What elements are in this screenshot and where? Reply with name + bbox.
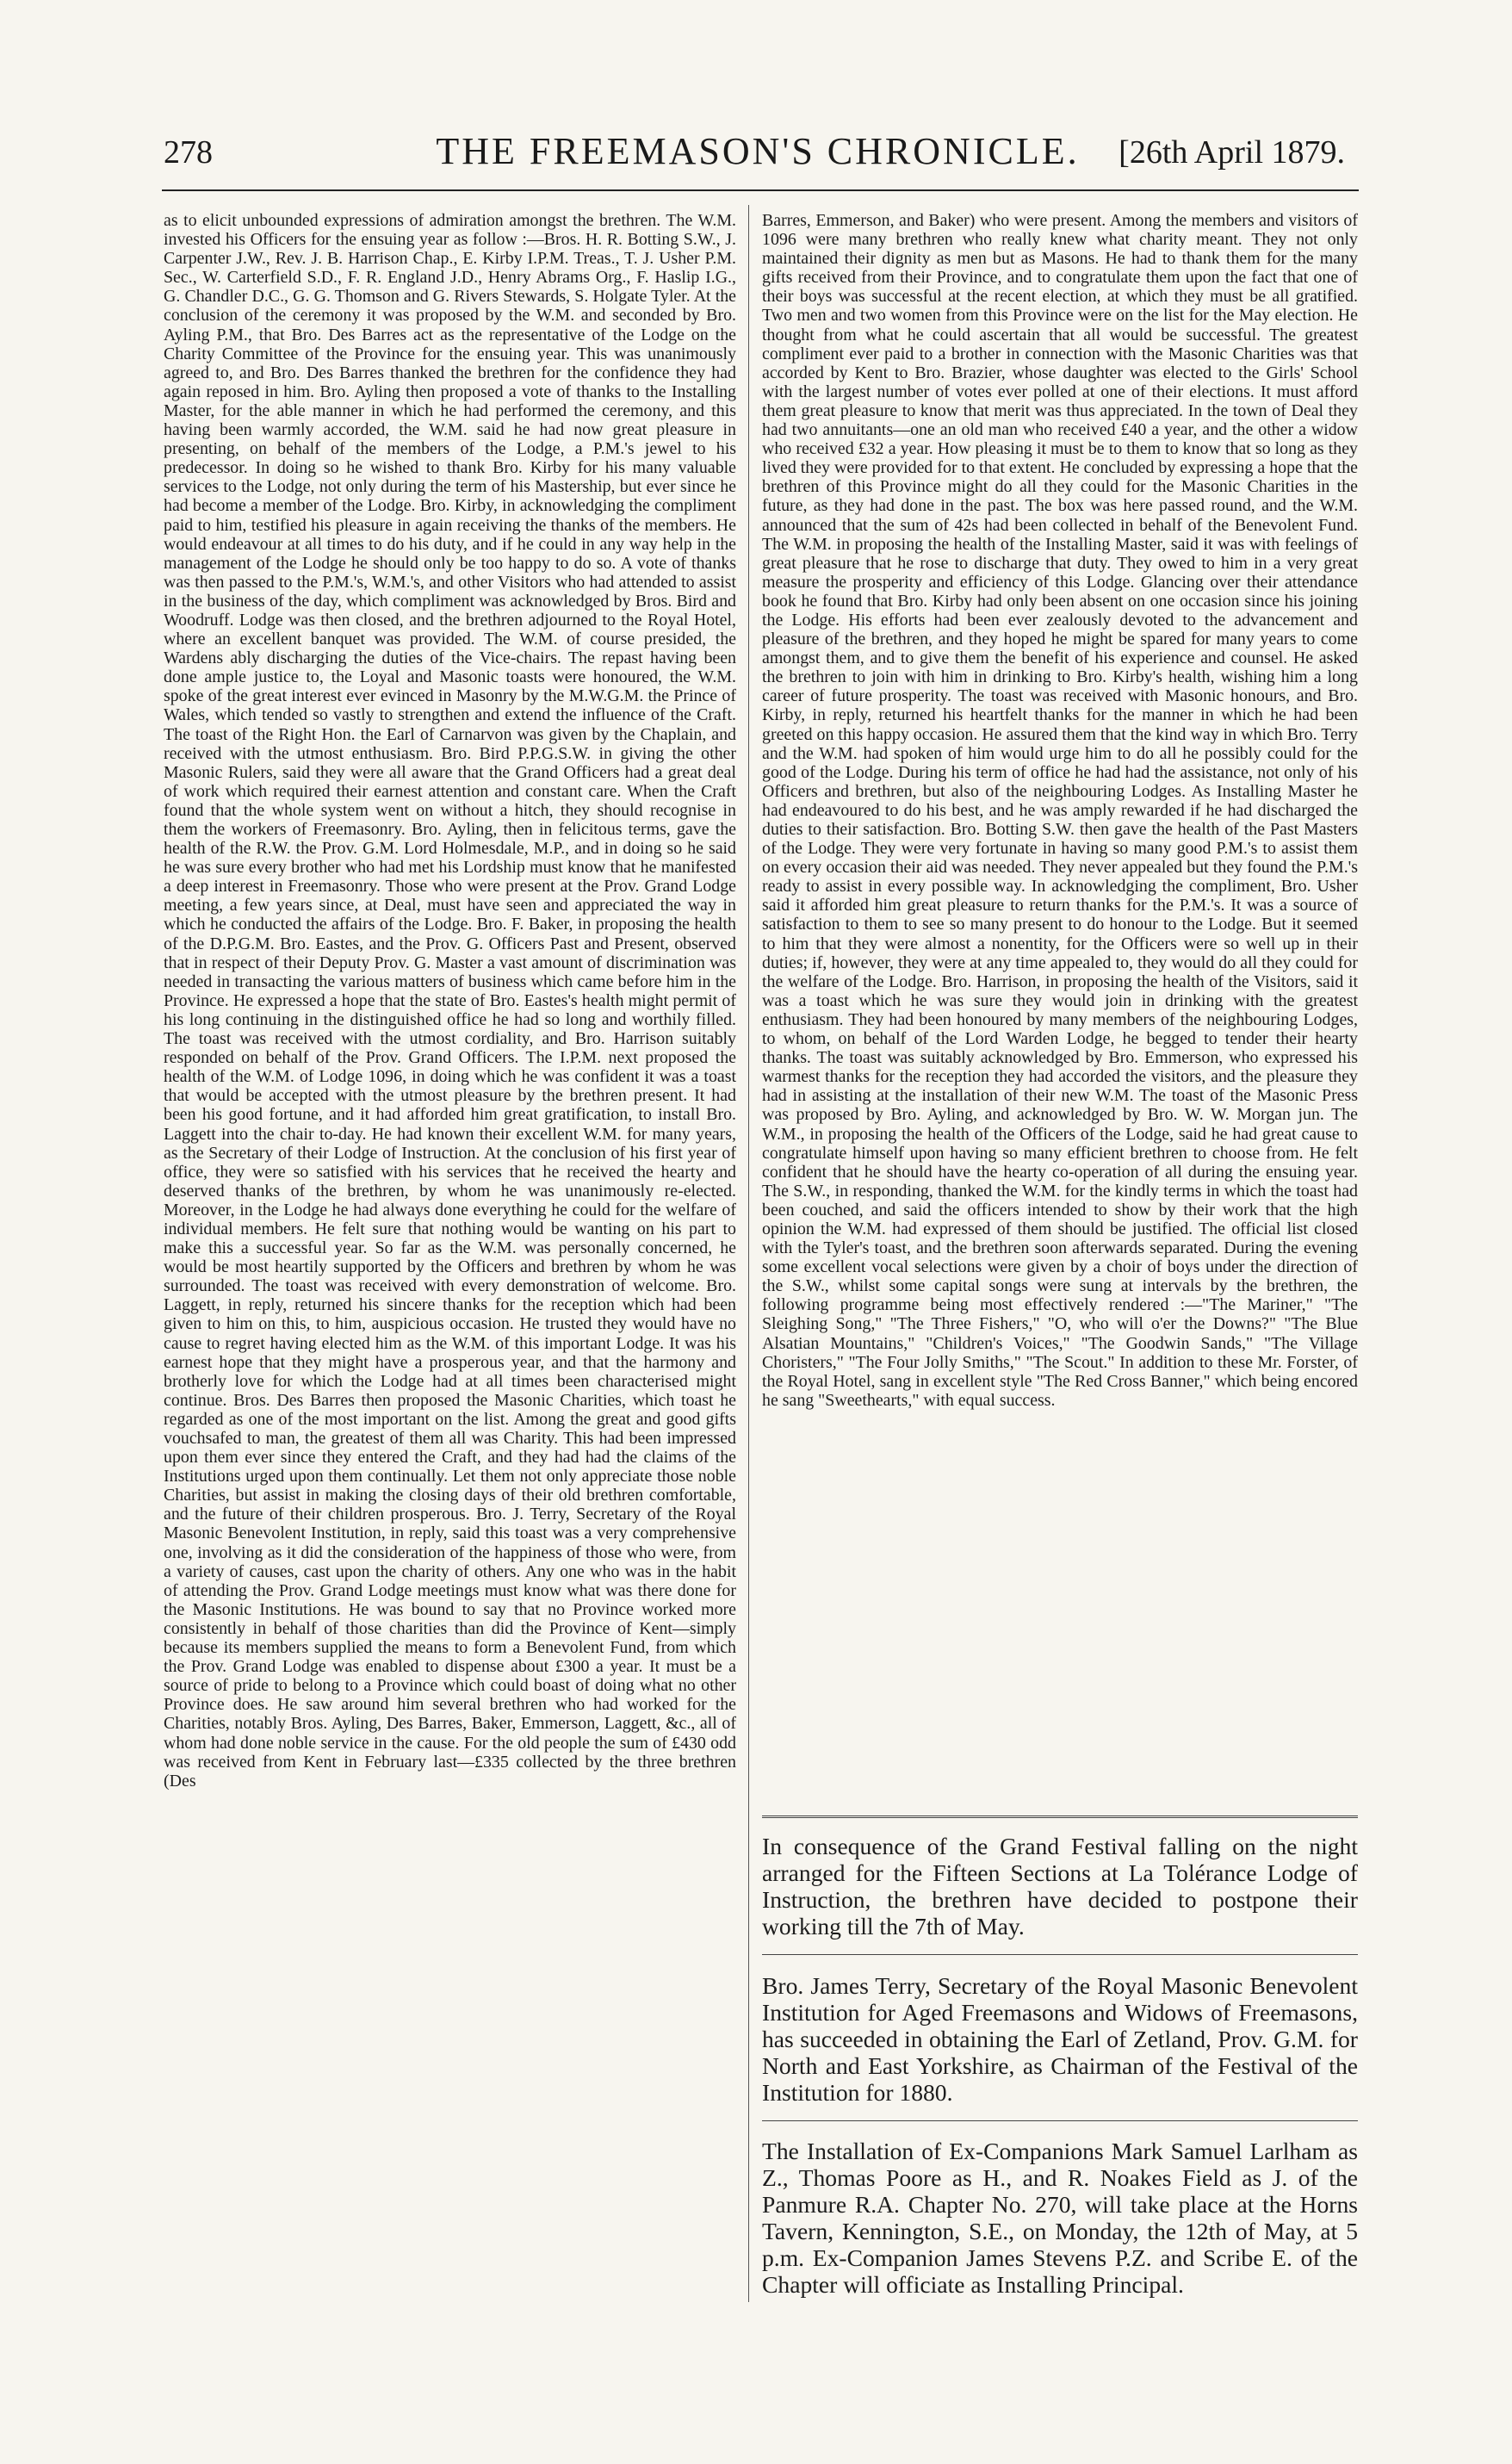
notice-chapter-installation: The Installation of Ex-Companions Mark Samuel Larlham as Z., Thomas Poore as H., and R. Noakes Field as J. of the Panmure R.A. Chapter No. 270, will take place at the Horns Tavern, Kennington, S.E., on Monday, the 12th of May, at 5 p.m. Ex-Companion James Stevens P.Z. and Scribe E. of the Chapter will officiate as Installing Principal. — [762, 2138, 1358, 2298]
notice-festival-chairman: Bro. James Terry, Secretary of the Royal Masonic Benevolent Institution for Aged Freemasons and Widows of Freemasons, has succeeded in obtaining the Earl of Zetland, Prov. G.M. for North and East Yorkshire, as Chairman of the Festival of the Institution for 1880. — [762, 1972, 1358, 2106]
article-column-right — [762, 211, 1358, 1410]
masthead-rule — [162, 189, 1359, 191]
notice-separator — [762, 1815, 1358, 1818]
article-text-right: Barres, Emmerson, and Baker) who were present. Among the members and visitors of 1096 were many brethren who really knew what charity meant. They not only maintained their dignity as men but as Masons. He had to thank them for the many gifts received from their Province, and to congratulate them upon the fact that one of their boys was successful at the recent election, at which they must be all gratified. Two men and two women from this Province were on the list for the May election. He thought from what he could ascertain that all would be successful. The greatest compliment ever paid to a brother in connection with the Masonic Charities was that accorded by Kent to Bro. Brazier, whose daughter was elected to the Girls' School with the largest number of votes ever polled at one of their elections. It must afford them great pleasure to know that merit was thus appreciated. In the town of Deal they had two annuitants—one an old man who received £40 a year, and the other a widow who received £32 a year. How pleasing it must be to them to know that so long as they lived they were provided for to that extent. He concluded by expressing a hope that the brethren of this Province might do all they could for the Masonic Charities in the future, as they had done in the past. The box was here passed round, and the W.M. announced that the sum of 42s had been collected in behalf of the Benevolent Fund. The W.M. in proposing the health of the Installing Master, said it was with feelings of great pleasure that he rose to discharge that duty. They owed to him in a very great measure the prosperity and efficiency of this Lodge. Glancing over their attendance book he found that Bro. Kirby had only been absent on one occasion since his joining the Lodge. His efforts had been ever zealously devoted to the advancement and pleasure of the brethren, and they hoped he might be spared for many years to come amongst them, and to give them the benefit of his experience and counsel. He asked the brethren to join with him in drinking to Bro. Kirby's health, wishing him a long career of future prosperity. The toast was received with Masonic honours, and Bro. Kirby, in reply, returned his heartfelt thanks for the manner in which he had been greeted on this happy occasion. He assured them that the kind way in which Bro. Terry and the W.M. had spoken of him would urge him to do all he possibly could for the good of the Lodge. During his term of office he had had the assistance, not only of his Officers and brethren, but also of the neighbouring Lodges. As Installing Master he had endeavoured to do his best, and he was amply rewarded if he had discharged the duties to their satisfaction. Bro. Botting S.W. then gave the health of the Past Masters of the Lodge. They were very fortunate in having so many good P.M.'s to assist them on every occasion their aid was needed. They never appealed but they found the P.M.'s ready to assist in every possible way. In acknowledging the compliment, Bro. Usher said it afforded him great pleasure to return thanks for the P.M.'s. It was a source of satisfaction to them to see so many present to do honour to the Lodge. But it seemed to him that they were almost a nonentity, for the Officers were so well up in their duties; if, however, they were at any time appealed to, they would do all they could for the welfare of the Lodge. Bro. Harrison, in proposing the health of the Visitors, said it was a toast which he was sure they would join in drinking with the greatest enthusiasm. They had been honoured by many members of the neighbouring Lodges, to whom, on behalf of the Lord Warden Lodge, he begged to tender their hearty thanks. The toast was suitably acknowledged by Bro. Emmerson, who expressed his warmest thanks for the reception they had accorded the visitors, and the pleasure they had in assisting at the installation of their new W.M. The toast of the Masonic Press was proposed by Bro. Ayling, and acknowledged by Bro. W. W. Morgan jun. The W.M., in proposing the health of the Officers of the Lodge, said he had great cause to congratulate himself upon having so many efficient brethren to choose from. He felt confident that he should have the hearty co-operation of all during the ensuing year. The S.W., in responding, thanked the W.M. for the kindly terms in which the toast had been couched, and said the officers intended to show by their work that the high opinion the W.M. had expressed of them should be justified. The official list closed with the Tyler's toast, and the brethren soon afterwards separated. During the evening some excellent vocal selections were given by a choir of boys under the direction of the S.W., whilst some capital songs were sung at intervals by the brethren, the following programme being most effectively rendered :—"The Mariner," "The Sleighing Song," "The Three Fishers," "O, who will o'er the Downs?" "The Blue Alsatian Mountains," "Children's Voices," "The Goodwin Sands," "The Village Choristers," "The Four Jolly Smiths," "The Scout." In addition to these Mr. Forster, of the Royal Hotel, sang in excellent style "The Red Cross Banner," which being encored he sang "Sweethearts," with equal success. — [762, 211, 1358, 1410]
notice-separator — [762, 1954, 1358, 1955]
publication-title: THE FREEMASON'S CHRONICLE. — [436, 130, 1080, 172]
notice-separator — [762, 2120, 1358, 2121]
notice-lodge-postponement: In consequence of the Grand Festival falling on the night arranged for the Fifteen Sections at La Tolérance Lodge of Instruction, the brethren have decided to postpone their working till the 7th of May. — [762, 1833, 1358, 1940]
page-number: 278 — [164, 134, 213, 171]
article-column-left — [164, 211, 736, 1791]
masthead — [155, 129, 1360, 181]
column-divider — [748, 205, 749, 2302]
issue-date: [26th April 1879. — [1119, 134, 1345, 171]
article-text-left: as to elicit unbounded expressions of admiration amongst the brethren. The W.M. invested his Officers for the ensuing year as follow :—Bros. H. R. Botting S.W., J. Carpenter J.W., Rev. J. B. Harrison Chap., E. Kirby I.P.M. Treas., T. J. Usher P.M. Sec., W. Carterfield S.D., F. R. England J.D., Henry Abrams Org., F. Haslip I.G., G. Chandler D.C., G. G. Thomson and G. Rivers Stewards, S. Holgate Tyler. At the conclusion of the ceremony it was proposed by the W.M. and seconded by Bro. Ayling P.M., that Bro. Des Barres act as the representative of the Lodge on the Charity Committee of the Province for the ensuing year. This was unanimously agreed to, and Bro. Des Barres thanked the brethren for the confidence they had again reposed in him. Bro. Ayling then proposed a vote of thanks to the Installing Master, for the able manner in which he had performed the ceremony, and this having been warmly accorded, the W.M. said he had now great pleasure in presenting, on behalf of the members of the Lodge, a P.M.'s jewel to his predecessor. In doing so he wished to thank Bro. Kirby for his many valuable services to the Lodge, not only during the term of his Mastership, but ever since he had become a member of the Lodge. Bro. Kirby, in acknowledging the compliment paid to him, testified his pleasure in again receiving the thanks of the members. He would endeavour at all times to do his duty, and if he could in any way help in the management of the Lodge he should only be too happy to do so. A vote of thanks was then passed to the P.M.'s, W.M.'s, and other Visitors who had attended to assist in the business of the day, which compliment was acknowledged by Bros. Bird and Woodruff. Lodge was then closed, and the brethren adjourned to the Royal Hotel, where an excellent banquet was provided. The W.M. of course presided, the Wardens ably discharging the duties of the Vice-chairs. The repast having been done ample justice to, the Loyal and Masonic toasts were honoured, the W.M. spoke of the great interest ever evinced in Masonry by the M.W.G.M. the Prince of Wales, which tended so vastly to strengthen and extend the influence of the Craft. The toast of the Right Hon. the Earl of Carnarvon was given by the Chaplain, and received with the utmost enthusiasm. Bro. Bird P.P.G.S.W. in giving the other Masonic Rulers, said they were all aware that the Grand Officers had a great deal of work which required their earnest attention and constant care. When the Craft found that the whole system went on without a hitch, they should recognise in them the workers of Freemasonry. Bro. Ayling, then in felicitous terms, gave the health of the R.W. the Prov. G.M. Lord Holmesdale, M.P., and in doing so he said he was sure every brother who had met his Lordship must know that he manifested a deep interest in Freemasonry. Those who were present at the Prov. Grand Lodge meeting, a few years since, at Deal, must have seen and appreciated the way in which he conducted the affairs of the Lodge. Bro. F. Baker, in proposing the health of the D.P.G.M. Bro. Eastes, and the Prov. G. Officers Past and Present, observed that in respect of their Deputy Prov. G. Master a vast amount of discrimination was needed in transacting the various matters of business which came before him in the Province. He expressed a hope that the state of Bro. Eastes's health might permit of his long continuing in the distinguished office he had so long and worthily filled. The toast was received with the utmost cordiality, and Bro. Harrison suitably responded on behalf of the Prov. Grand Officers. The I.P.M. next proposed the health of the W.M. of Lodge 1096, in doing which he was confident it was a toast that would be accepted with the utmost pleasure by the brethren present. It had been his good fortune, and it had afforded him great gratification, to install Bro. Laggett into the chair to-day. He had known their excellent W.M. for many years, as the Secretary of their Lodge of Instruction. At the conclusion of his first year of office, they were so satisfied with his services that he received the hearty and deserved thanks of the brethren, by whom he was unanimously re-elected. Moreover, in the Lodge he had always done everything he could for the welfare of individual members. He felt sure that nothing would be wanting on his part to make this a successful year. So far as the W.M. was personally concerned, he would be most heartily supported by the Officers and brethren by whom he was surrounded. The toast was received with every demonstration of welcome. Bro. Laggett, in reply, returned his sincere thanks for the reception which had been given to him on this, to him, auspicious occasion. He trusted they would have no cause to regret having elected him as the W.M. of this important Lodge. It was his earnest hope that they might have a prosperous year, and that the harmony and brotherly love for which the Lodge had at all times been characterised might continue. Bros. Des Barres then proposed the Masonic Charities, which toast he regarded as one of the most important on the list. Among the great and good gifts vouchsafed to man, the greatest of them all was Charity. This had been impressed upon them ever since they entered the Craft, and they had had the claims of the Institutions urged upon them continually. Let them not only appreciate those noble Charities, but assist in making the closing days of their old brethren comfortable, and the future of their children prosperous. Bro. J. Terry, Secretary of the Royal Masonic Benevolent Institution, in reply, said this toast was a very comprehensive one, involving as it did the consideration of the happiness of those who were, from a variety of causes, cast upon the charity of others. Any one who was in the habit of attending the Prov. Grand Lodge meetings must know what was there done for the Masonic Institutions. He was bound to say that no Province worked more consistently in behalf of those charities than did the Province of Kent—simply because its members supplied the means to form a Benevolent Fund, from which the Prov. Grand Lodge was enabled to dispense about £300 a year. It must be a source of pride to belong to a Province which could boast of doing what no other Province does. He saw around him several brethren who had worked for the Charities, notably Bros. Ayling, Des Barres, Baker, Emmerson, Laggett, &c., all of whom had done noble service in the cause. For the old people the sum of £430 odd was received from Kent in February last—£335 collected by the three brethren (Des — [164, 211, 736, 1791]
